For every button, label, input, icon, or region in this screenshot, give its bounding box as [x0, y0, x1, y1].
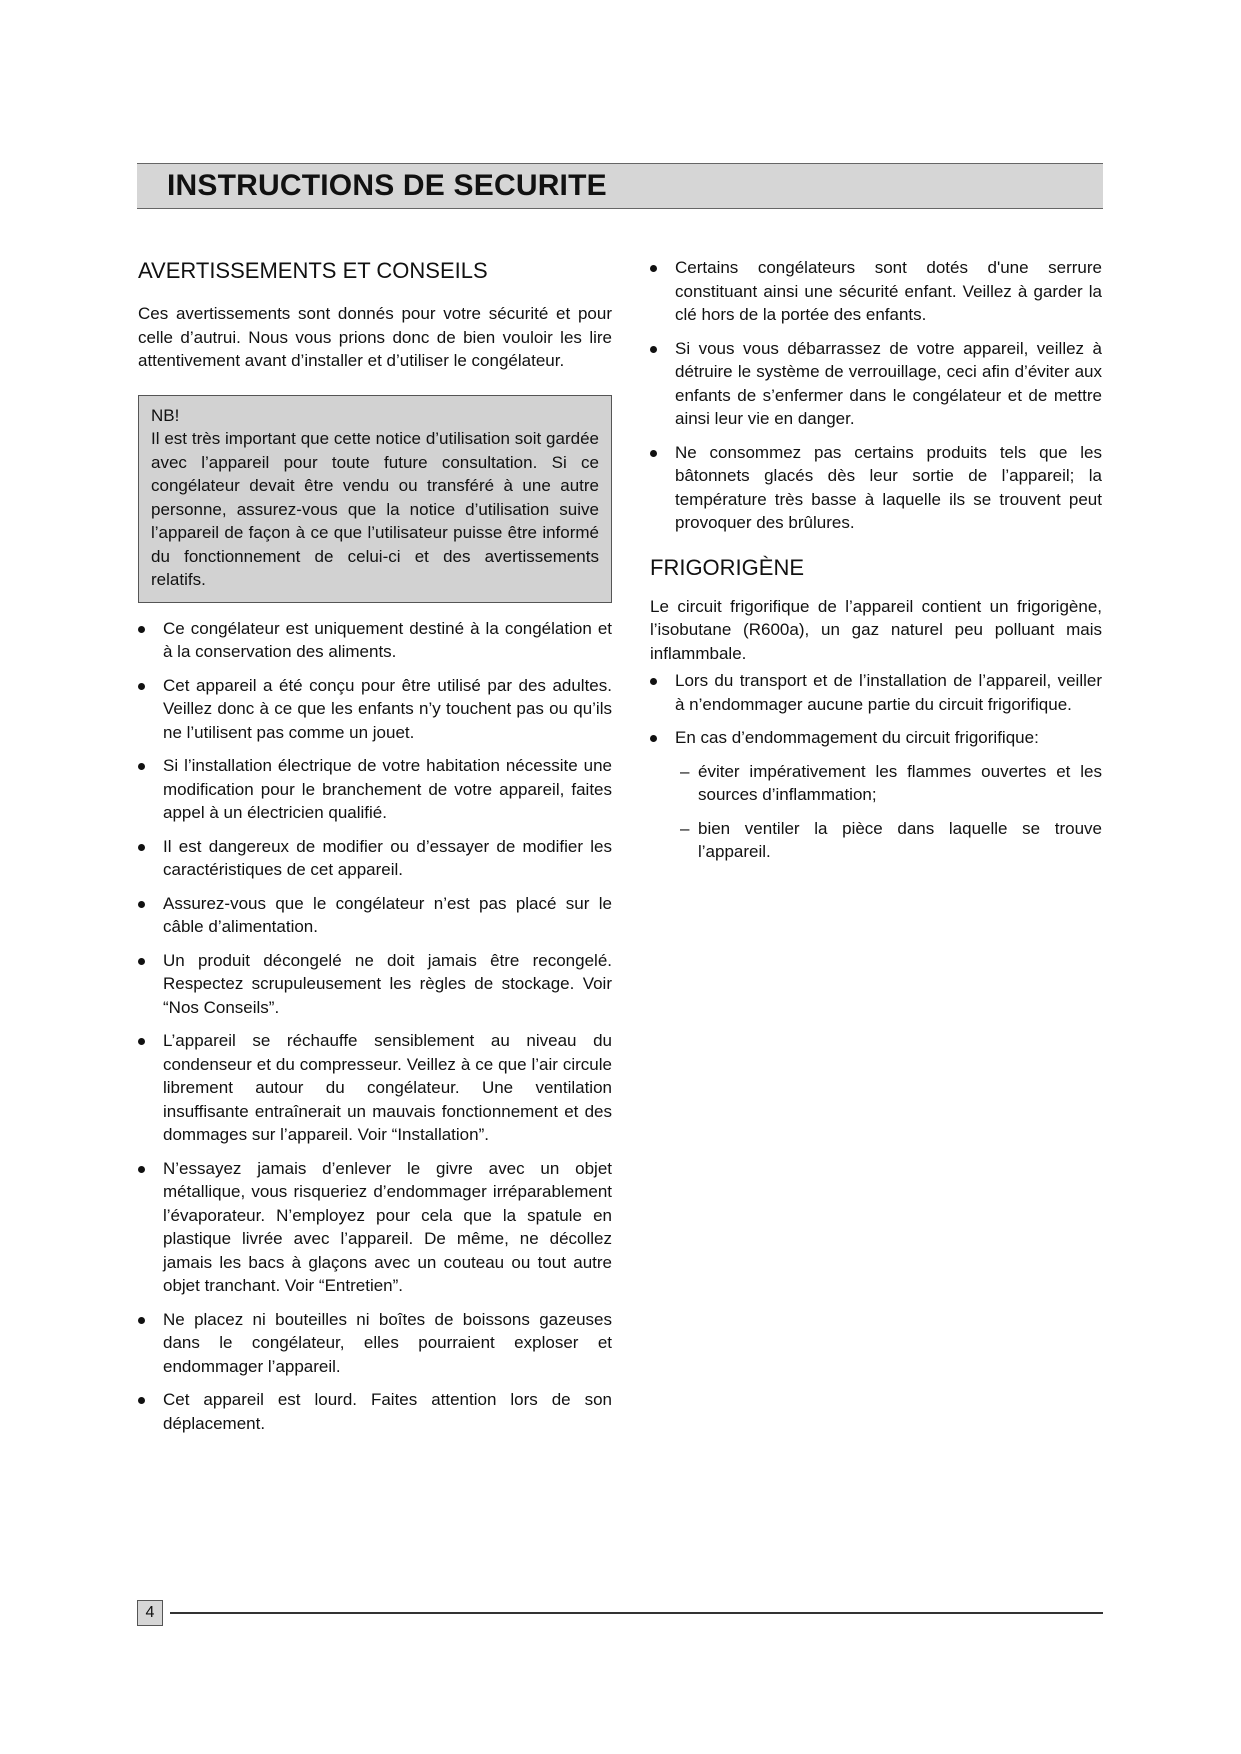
right-column [650, 256, 1102, 874]
left-column [138, 258, 612, 1445]
refrigerant-paragraph: Le circuit frigorifique de l’appareil contient un frigorigène, l’isobutane (R600a), un gaz naturel peu polluant mais inflammbale. [650, 596, 1102, 663]
bullet-icon [138, 958, 145, 965]
page-title: INSTRUCTIONS DE SECURITE [167, 169, 607, 202]
list-item: Un produit décongelé ne doit jamais être recongelé. Respectez scrupuleusement les règles de stockage. Voir “Nos Conseils”. [138, 949, 612, 1020]
warning-list [138, 617, 612, 1436]
bullet-icon [650, 265, 657, 272]
bullet-icon [138, 763, 145, 770]
bullet-icon [138, 683, 145, 690]
list-item: L’appareil se réchauffe sensiblement au niveau du condenseur et du compresseur. Veillez à ce que l’air circule librement autour du congélateur. Une ventilation insuffisante entraînerait un mauvais fonctionnement et des dommages sur l’appareil. Voir “Installation”. [138, 1029, 612, 1147]
nb-label: NB! [151, 405, 180, 425]
bullet-icon [138, 901, 145, 908]
section-heading-warnings: AVERTISSEMENTS ET CONSEILS [138, 258, 488, 283]
list-item: Ce congélateur est uniquement destiné à la congélation et à la conservation des aliments. [138, 617, 612, 664]
title-bar [137, 163, 1103, 209]
nb-box [138, 395, 612, 603]
list-item: Si l’installation électrique de votre habitation nécessite une modification pour le branchement de votre appareil, faites appel à un électricien qualifié. [138, 754, 612, 825]
footer-rule [170, 1612, 1103, 1614]
bullet-icon [650, 678, 657, 685]
refrigerant-list [650, 669, 1102, 750]
list-item: Cet appareil a été conçu pour être utilisé par des adultes. Veillez donc à ce que les enfants n’y touchent pas ou qu’ils ne l’utilisent pas comme un jouet. [138, 674, 612, 745]
bullet-icon [650, 346, 657, 353]
bullet-icon [138, 844, 145, 851]
dash-list [650, 760, 1102, 864]
list-item: Lors du transport et de l’installation de l’appareil, veiller à n’endommager aucune partie du circuit frigorifique. [650, 669, 1102, 716]
list-item: Cet appareil est lourd. Faites attention lors de son déplacement. [138, 1388, 612, 1435]
bullet-icon [138, 626, 145, 633]
bullet-icon [650, 735, 657, 742]
list-item: Assurez-vous que le congélateur n’est pas placé sur le câble d’alimentation. [138, 892, 612, 939]
safety-list [650, 256, 1102, 535]
list-item: Si vous vous débarrassez de votre appareil, veillez à détruire le système de verrouillage, ceci afin d’éviter aux enfants de s’enfermer dans le congélateur et de mettre ainsi leur vie en danger. [650, 337, 1102, 431]
list-item: Ne placez ni bouteilles ni boîtes de boissons gazeuses dans le congélateur, elles pourraient exploser et endommager l’appareil. [138, 1308, 612, 1379]
nb-text: Il est très important que cette notice d’utilisation soit gardée avec l’appareil pour toute future consultation. Si ce congélateur devait être vendu ou transféré à une autre personne, assurez-vous que la notice d’utilisation suive l’appareil de façon à ce que l’utilisateur puisse être informé du fonctionnement de celui-ci et des avertissements relatifs. [151, 429, 599, 589]
bullet-icon [138, 1397, 145, 1404]
list-item: Il est dangereux de modifier ou d’essayer de modifier les caractéristiques de cet appareil. [138, 835, 612, 882]
section-heading-refrigerant: FRIGORIGÈNE [650, 554, 805, 580]
list-item: N’essayez jamais d’enlever le givre avec un objet métallique, vous risqueriez d’endommager irréparablement l’évaporateur. N’employez pour cela que la spatule en plastique livrée avec l’appareil. De même, ne décollez jamais les bacs à glaçons avec un couteau ou tout autre objet tranchant. Voir “Entretien”. [138, 1157, 612, 1298]
dash-item: – éviter impérativement les flammes ouvertes et les sources d’inflammation; [680, 761, 1102, 804]
dash-icon: – [680, 818, 690, 838]
list-item: Certains congélateurs sont dotés d'une serrure constituant ainsi une sécurité enfant. Veillez à garder la clé hors de la portée des enfants. [650, 256, 1102, 327]
bullet-icon [138, 1038, 145, 1045]
dash-item: – bien ventiler la pièce dans laquelle se trouve l’appareil. [680, 818, 1102, 861]
list-item: Ne consommez pas certains produits tels que les bâtonnets glacés dès leur sortie de l’appareil; la température très basse à laquelle ils se trouvent peut provoquer des brûlures. [650, 441, 1102, 535]
list-item: En cas d’endommagement du circuit frigorifique: [650, 726, 1102, 750]
bullet-icon [138, 1317, 145, 1324]
bullet-icon [138, 1166, 145, 1173]
page-number: 4 [137, 1600, 163, 1626]
intro-paragraph: Ces avertissements sont donnés pour votre sécurité et pour celle d’autrui. Nous vous prions donc de bien vouloir les lire attentivement avant d’installer et d’utiliser le congélateur. [138, 304, 612, 370]
dash-icon: – [680, 761, 690, 781]
bullet-icon [650, 450, 657, 457]
